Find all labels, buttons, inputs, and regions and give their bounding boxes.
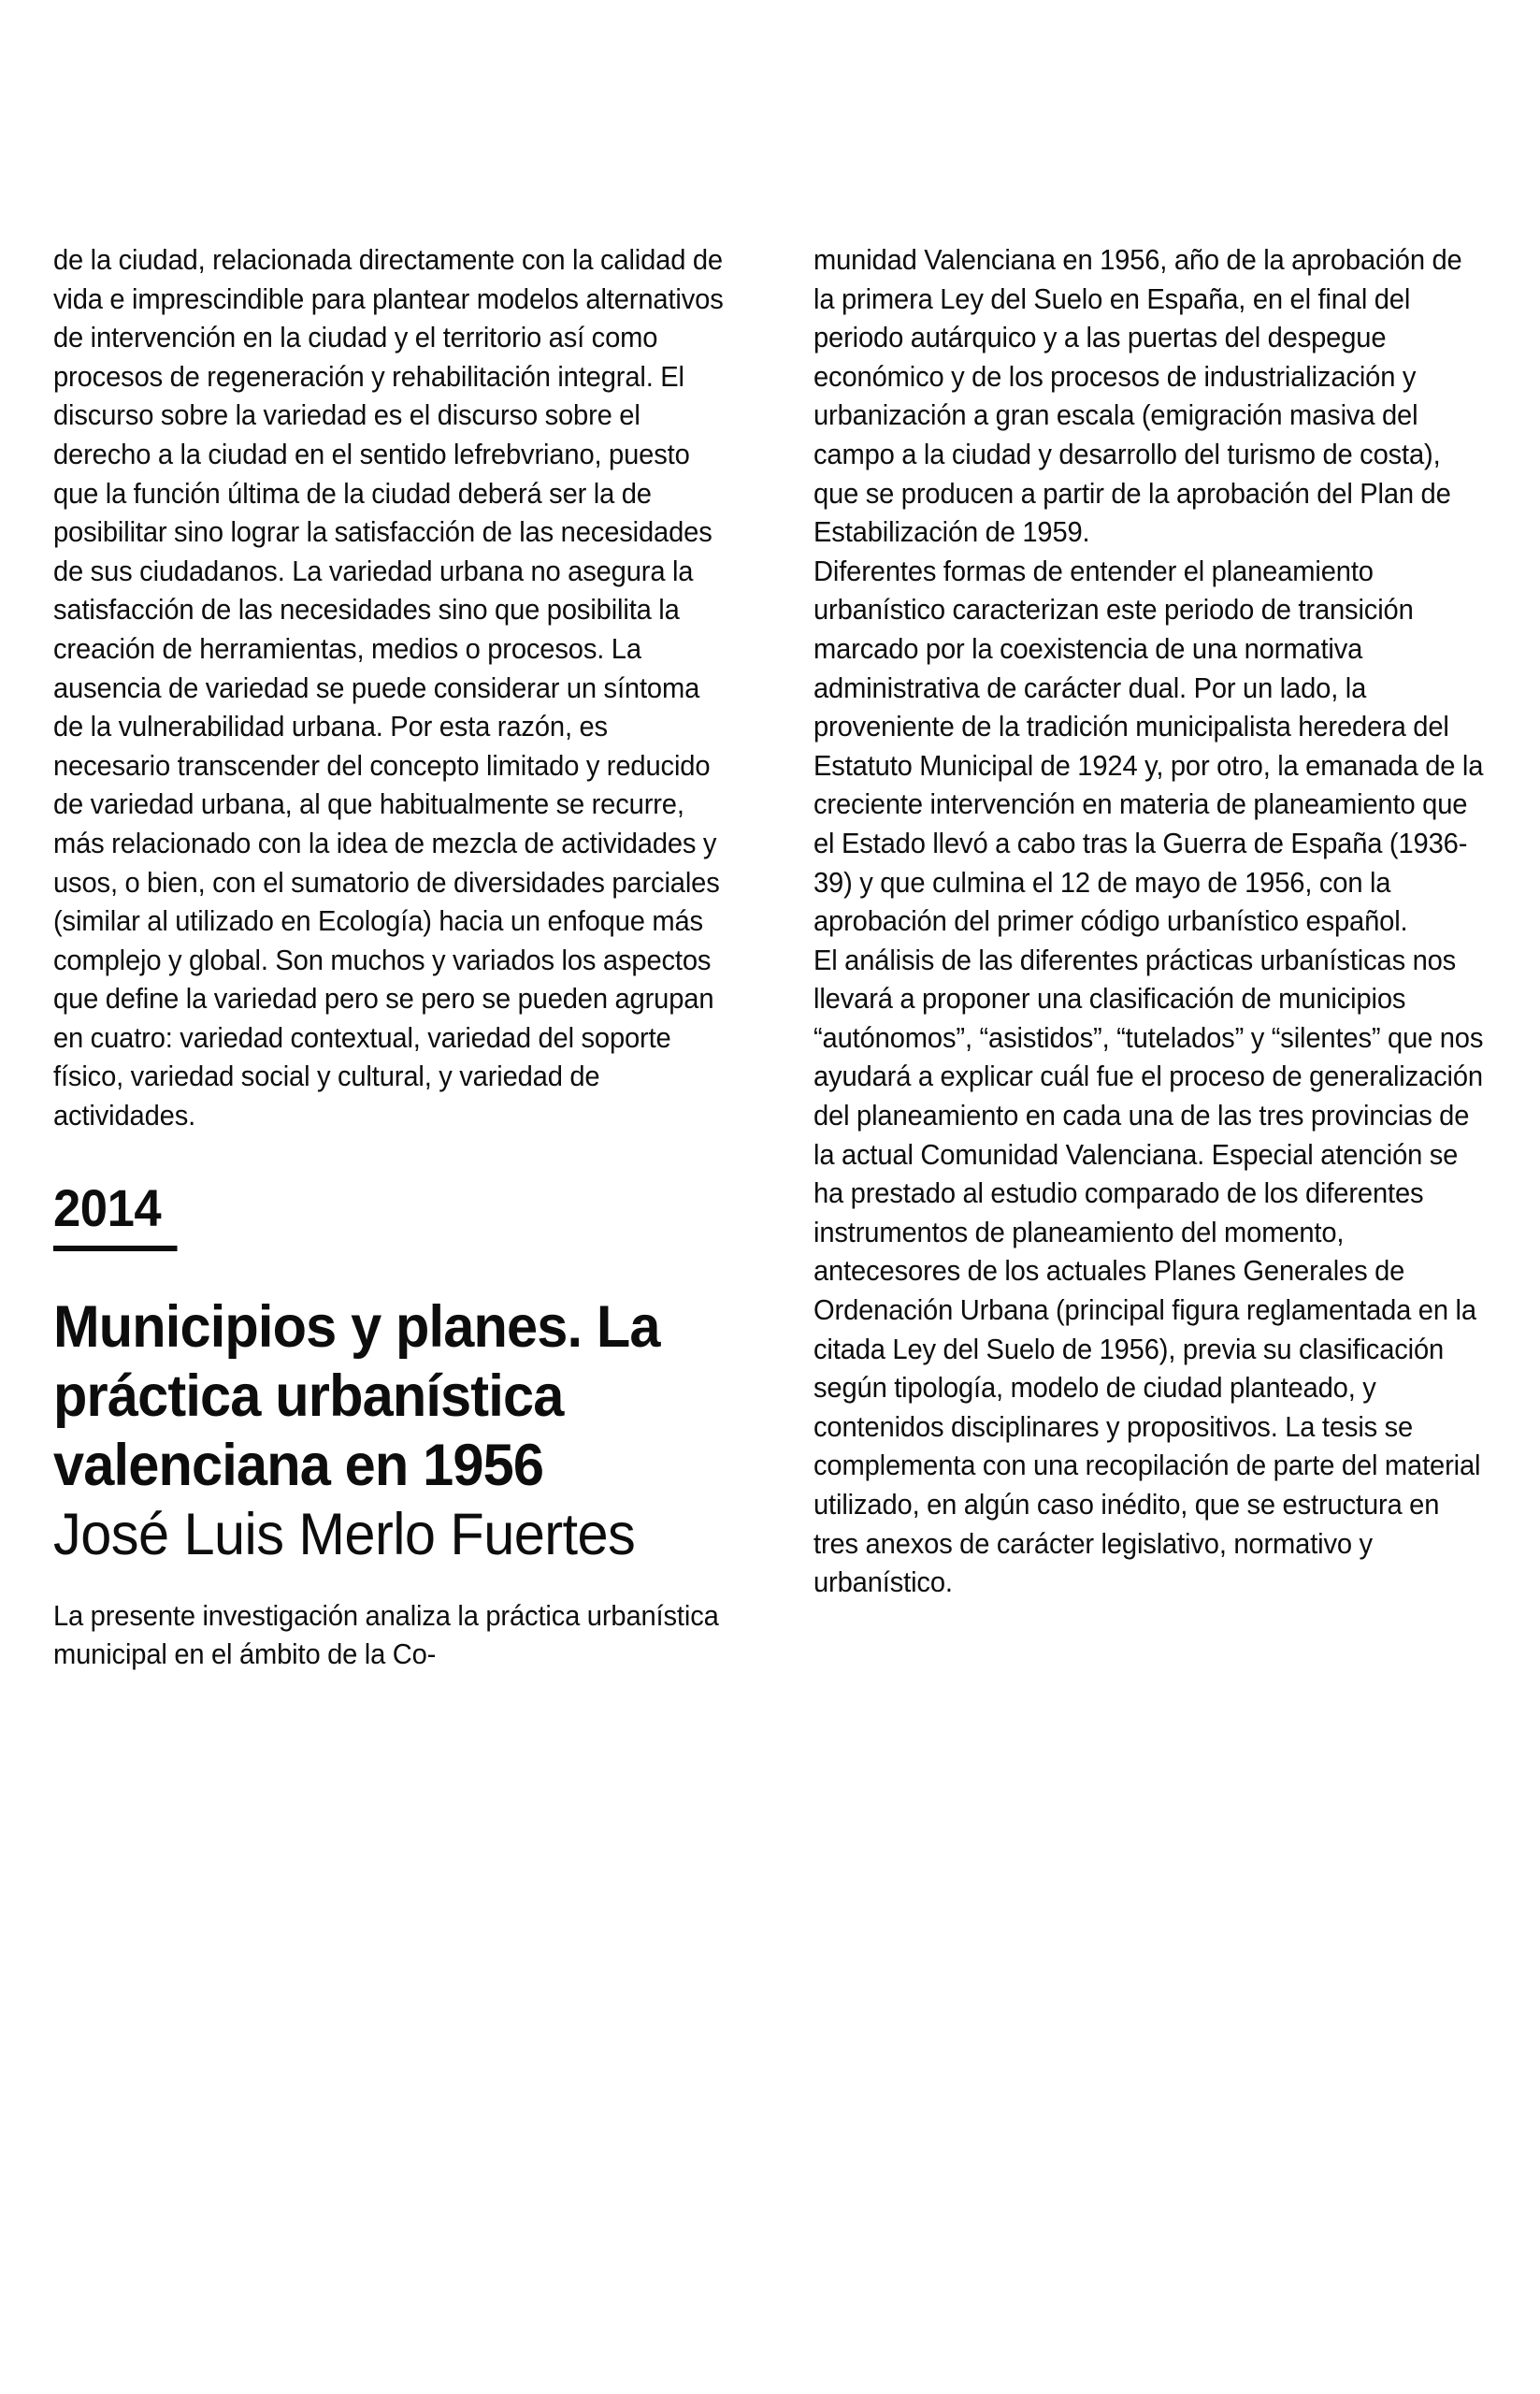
two-column-text-body bbox=[53, 241, 1487, 1675]
year-heading-block bbox=[53, 1179, 727, 1251]
continued-paragraph: de la ciudad, relacionada directamente con la calidad de vida e imprescindible para plantear modelos alternativos de intervención en la ciudad y el territorio así como procesos de regeneración y rehabilitación integral. El discurso sobre la variedad es el discurso sobre el derecho a la ciudad en el sentido lefrebvriano, puesto que la función última de la ciudad deberá ser la de posibilitar sino lograr la satisfacción de las necesidades de sus ciudadanos. La variedad urbana no asegura la satisfacción de las necesidades sino que posibilita la creación de herramientas, medios o procesos. La ausencia de variedad se puede considerar un síntoma de la vulnerabilidad urbana. Por esta razón, es necesario transcender del concepto limitado y reducido de variedad urbana, al que habitualmente se recurre, más relacionado con la idea de mezcla de actividades y usos, o bien, con el sumatorio de diversidades parciales (similar al utilizado en Ecología) hacia un enfoque más complejo y global. Son muchos y variados los aspectos que define la variedad pero se pero se pueden agrupan en cuatro: variedad contextual, variedad del soporte físico, variedad social y cultural, y variedad de actividades. bbox=[53, 244, 724, 1132]
left-column bbox=[53, 241, 727, 1675]
abstract-paragraph-3: El análisis de las diferentes prácticas urbanísticas nos llevará a proponer una clasificación de municipios “autónomos”, “asistidos”, “tutelados” y “silentes” que nos ayudará a explicar cuál fue el proceso de generalización del planeamiento en cada una de las tres provincias de la actual Comunidad Valenciana. Especial atención se ha prestado al estudio comparado de los diferentes instrumentos de planeamiento del momento, antecesores de los actuales Planes Generales de Ordenación Urbana (principal figura reglamentada en la citada Ley del Suelo de 1956), previa su clasificación según tipología, modelo de ciudad planteado, y contenidos disciplinares y propositivos. La tesis se complementa con una recopilación de parte del material utilizado, en algún caso inédito, que se estructura en tres anexos de carácter legislativo, normativo y urbanístico. bbox=[813, 944, 1484, 1599]
abstract-paragraph-start: La presente investigación analiza la práctica urbanística municipal en el ámbito de la Co- bbox=[53, 1599, 719, 1671]
abstract-paragraph-2: Diferentes formas de entender el planeamiento urbanístico caracterizan este periodo de transición marcado por la coexistencia de una normativa administrativa de carácter dual. Por un lado, la proveniente de la tradición municipalista heredera del Estatuto Municipal de 1924 y, por otro, la emanada de la creciente intervención en materia de planeamiento que el Estado llevó a cabo tras la Guerra de España (1936-39) y que culmina el 12 de mayo de 1956, con la aprobación del primer código urbanístico español. bbox=[813, 555, 1484, 938]
abstract-paragraph-1: munidad Valenciana en 1956, año de la aprobación de la primera Ley del Suelo en España, en el final del periodo autárquico y a las puertas del despegue económico y de los procesos de industrialización y urbanización a gran escala (emigración masiva del campo a la ciudad y desarrollo del turismo de costa), que se producen a partir de la aprobación del Plan de Estabilización de 1959. bbox=[813, 244, 1462, 549]
entry-title: Municipios y planes. La práctica urbanística valenciana en 1956 bbox=[53, 1293, 660, 1498]
year-heading: 2014 bbox=[53, 1179, 177, 1251]
author-name: José Luis Merlo Fuertes bbox=[53, 1501, 636, 1567]
right-column bbox=[813, 241, 1487, 1675]
